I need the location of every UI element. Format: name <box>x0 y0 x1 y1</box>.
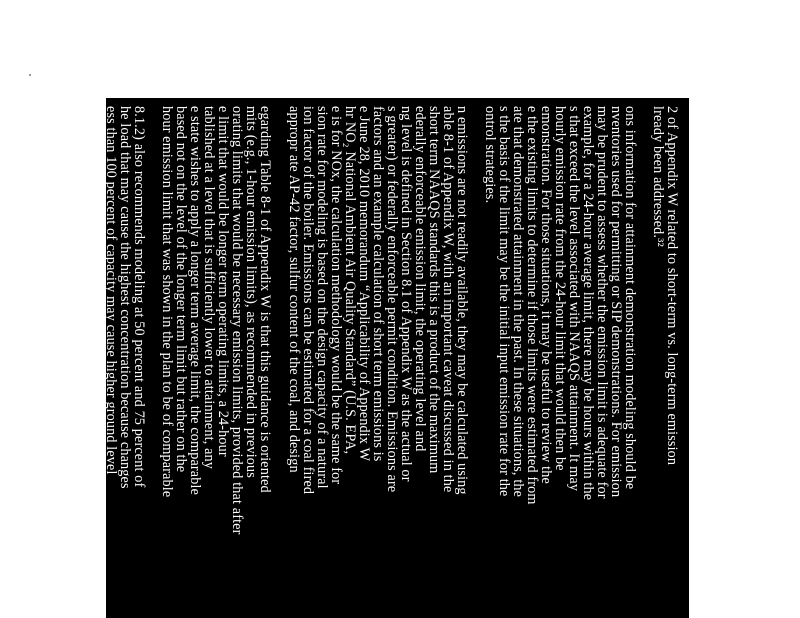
text-line: able 8-1 of Appendix W, with an important caveat discussed in the <box>440 106 456 493</box>
text-line: mits (e.g., 1-hour emission limits), as recommended in previous <box>243 106 259 478</box>
text-line: ederally enforceable emission limit, the operating level and <box>412 106 428 452</box>
text-line: orating limits that would be necessary emission limits, provided that after <box>229 106 245 535</box>
text-line: e limit that would be longer term operating limits, a 24-hour <box>215 106 231 457</box>
text-line: ontrol strategies. <box>482 106 498 204</box>
text-line: hourly emission rate from the 24-hour limit that would then be <box>552 106 568 471</box>
text-line: e is for NOx, the calculation methodology would be the same for <box>328 106 344 485</box>
scan-speck <box>29 74 31 76</box>
text-line: lready been addressed.³² <box>650 106 666 247</box>
text-line: 8.1.2) also recommends modeling at 50 percent and 75 percent of <box>131 106 147 488</box>
text-line: ess than 100 percent of capacity may cause higher ground level <box>103 106 119 475</box>
text-line: hour emission limit that was shown in the plan to be of comparable <box>159 106 175 498</box>
text-line: ons information for attainment demonstration modeling should be <box>622 106 638 490</box>
text-line: may be prudent to assess whether the emission limit is adequate for <box>594 106 610 499</box>
scanned-page <box>103 98 689 618</box>
text-line: short term NAAQS standards this is a product of the maximum <box>426 106 442 474</box>
text-line: e the existing limits to determine if those limits were estimated from <box>524 106 540 505</box>
text-line: e state wishes to apply a longer term average limit, the comparable <box>187 106 203 496</box>
text-line: emonstration. For those situations, it may be useful to review the <box>538 106 554 484</box>
text-line: e June 28, 2010 memorandum “Applicability of Appendix W <box>356 106 372 462</box>
text-line: s greater) or federally enforceable permit condition. Emissions are <box>384 106 400 493</box>
rotated-text-block <box>103 98 689 618</box>
text-line: he load that may cause the highest concentration because changes <box>117 106 133 489</box>
text-line: sion rate for modeling is based on the design capacity of a natural <box>314 106 330 489</box>
text-line: factors and an example calculation of short term emissions is <box>370 106 386 462</box>
text-line: based not on the level of the longer term limit but rather on the <box>173 106 189 473</box>
text-line: s that exceed the level associated with NAAQS attainment. It may <box>566 106 582 492</box>
text-line: egarding Table 8-1 of Appendix W is that this guidance is oriented <box>257 106 273 493</box>
text-line: nventories used for permitting or SIP demonstrations. For emission <box>608 106 624 498</box>
text-line: tablished at a level that is sufficiently lower to attainment, any <box>201 106 217 470</box>
text-line: 2 of Appendix W related to short-term vs. long-term emission <box>664 106 680 466</box>
text-line: ng level is defined in Section 8.1 of Appendix W as the actual or <box>398 106 414 482</box>
text-line: ion factor of the boiler. Emissions can be estimated for a coal fired <box>300 106 316 495</box>
text-line: appropr ate AP-42 factor, sulfur content of the coal, and design <box>286 106 302 473</box>
text-line: example, for a 24-hour average limit, there may be hours within the <box>580 106 596 501</box>
text-line: hr NO₂ National Ambient Air Quality Standard” (U.S. EPA, <box>342 106 358 455</box>
text-line: ate that demonstrated attainment in the past. In these situations, the <box>510 106 526 498</box>
text-line: n emissions are not readily available, they may be calculated using <box>454 106 470 495</box>
text-line: s the basis of the limit may be the initial input emission rate for the <box>496 106 512 497</box>
